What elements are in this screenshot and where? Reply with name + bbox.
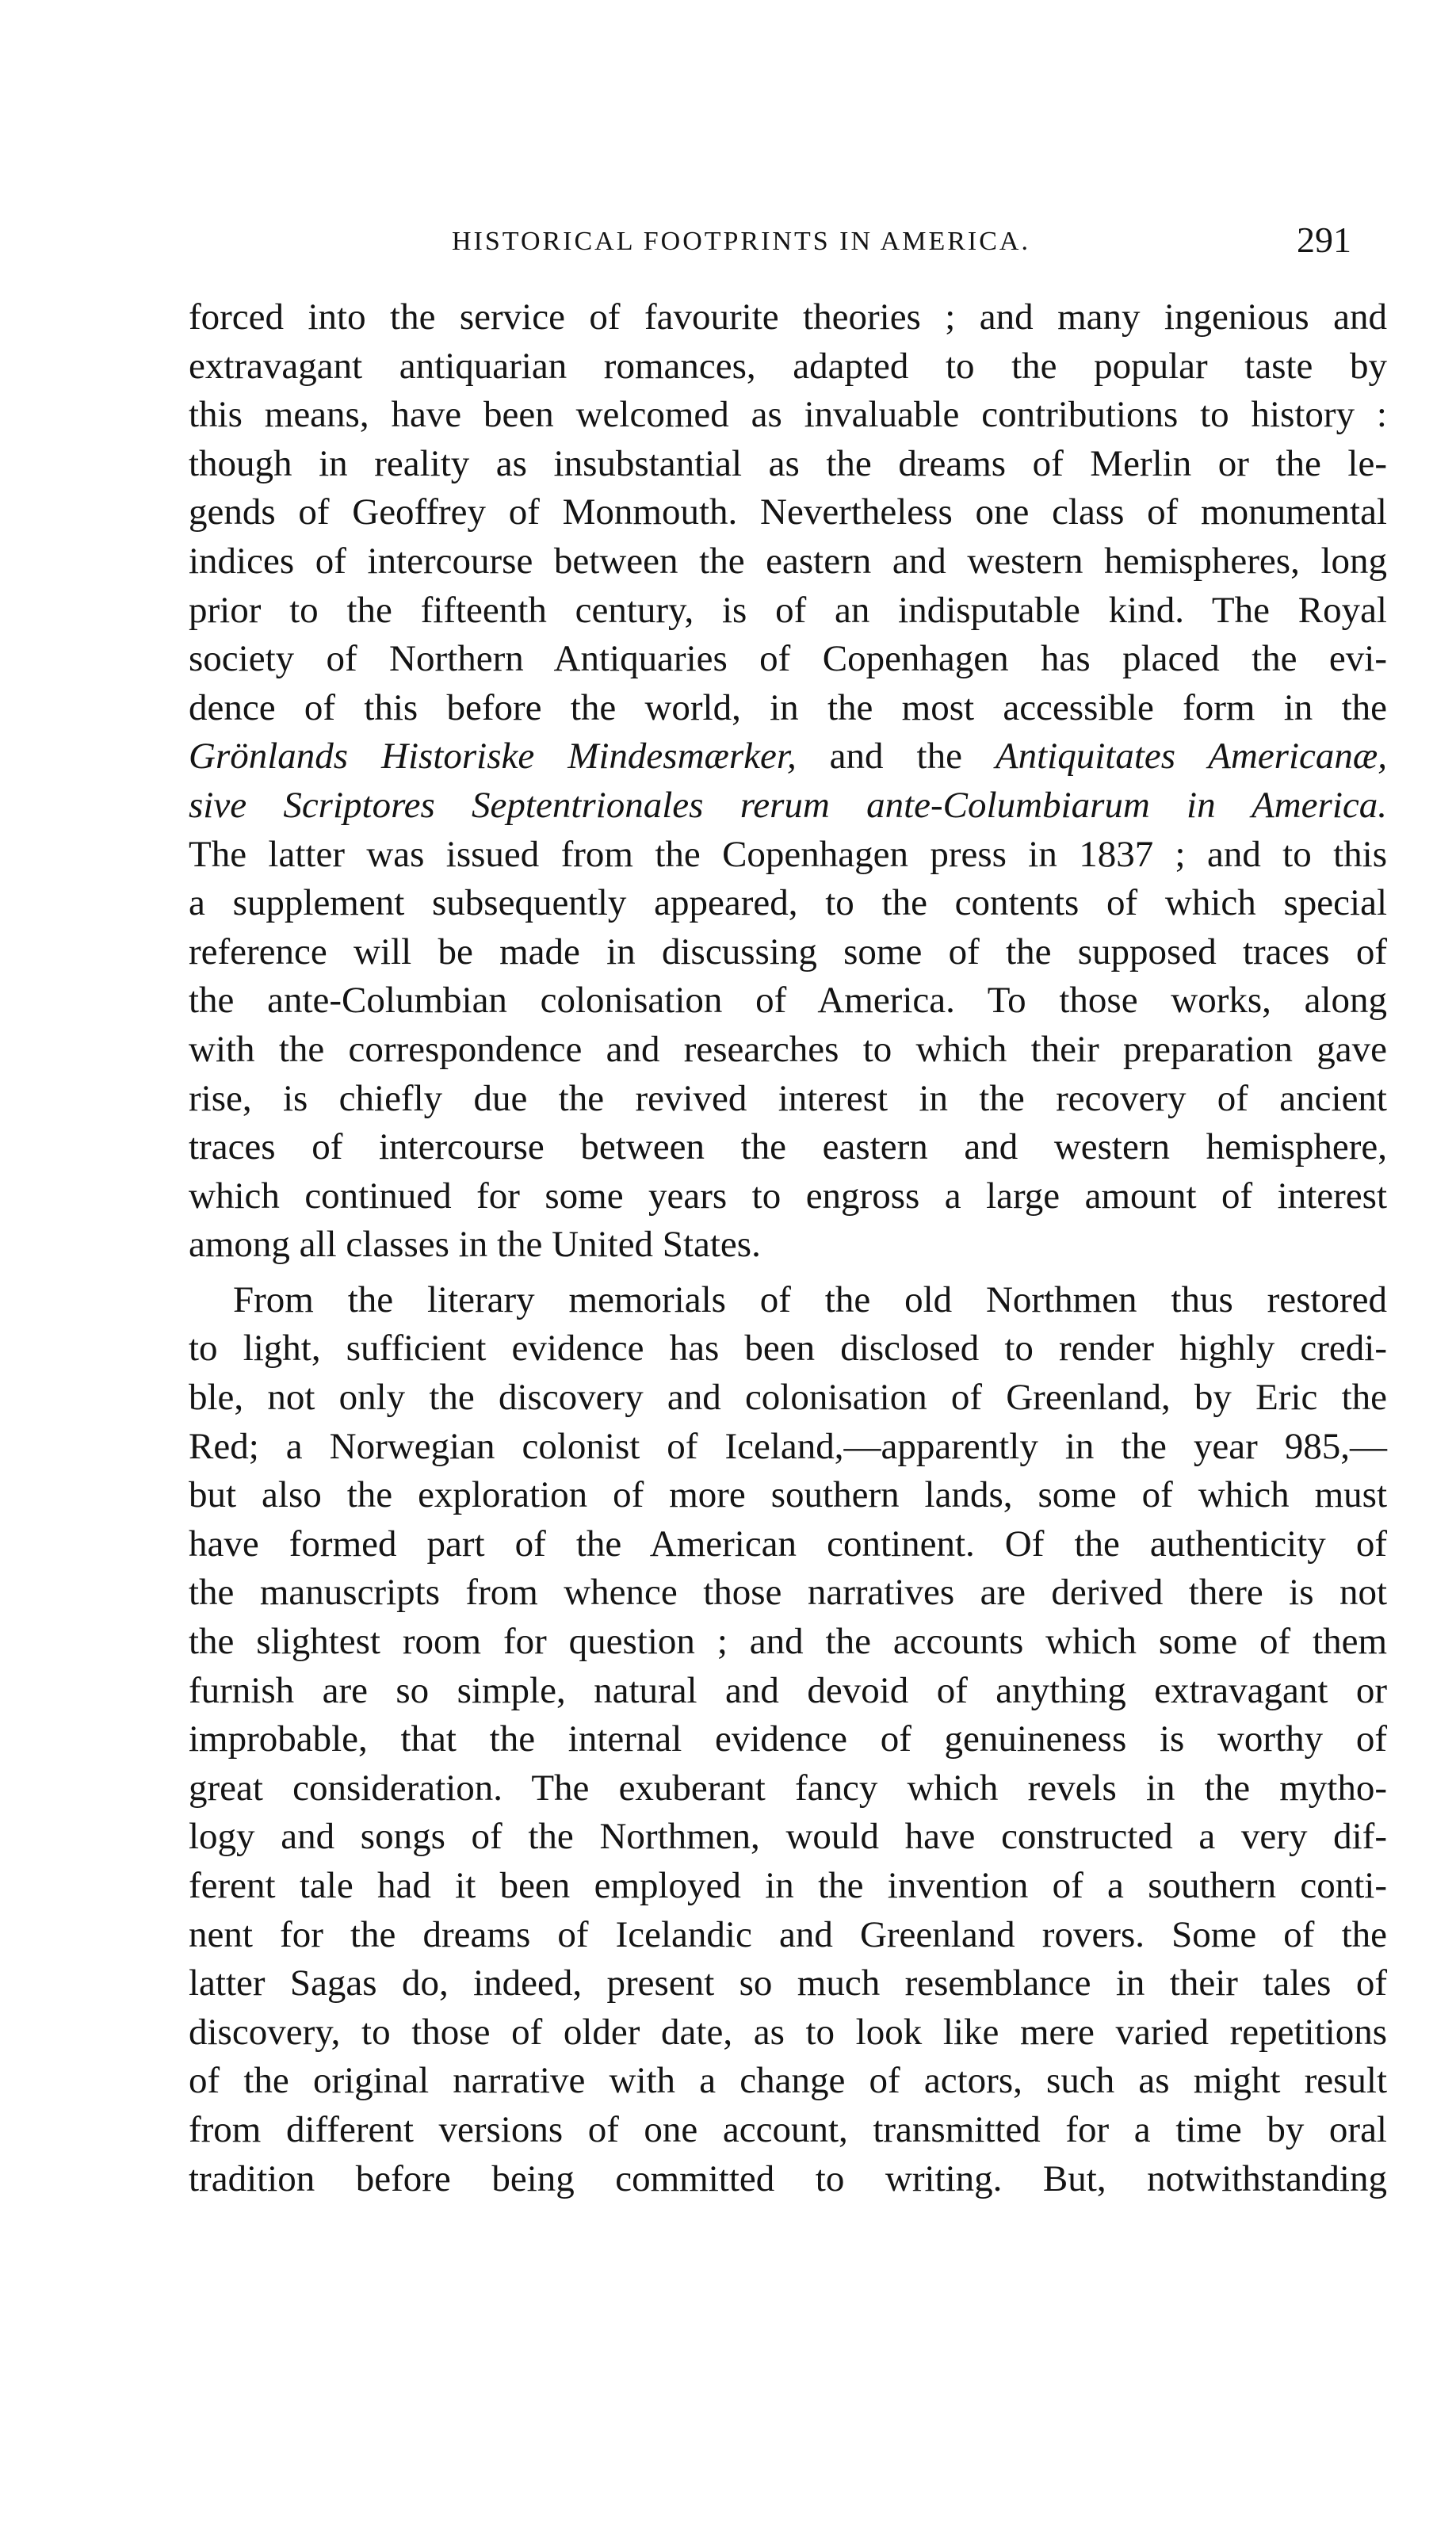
text-line: furnish are so simple, natural and devoid of anything extravagant or <box>189 1669 1387 1711</box>
text-line: tradition before being committed to writing. But, notwithstanding <box>189 2157 1387 2199</box>
text-line: from different versions of one account, transmitted for a time by oral <box>189 2108 1387 2150</box>
text-line: among all classes in the United States. <box>189 1224 761 1266</box>
text-line: forced into the service of favourite theories ; and many ingenious and <box>189 296 1387 338</box>
text-line: great consideration. The exuberant fancy which revels in the mytho- <box>189 1767 1387 1809</box>
paragraph-gap <box>189 1270 1387 1276</box>
text-line-italic-titles <box>189 732 1387 781</box>
paragraph-1 <box>189 293 1387 1270</box>
text-line: rise, is chiefly due the revived interest in the recovery of ancient <box>189 1077 1387 1119</box>
text-line: but also the exploration of more southern lands, some of which must <box>189 1474 1387 1516</box>
text-line: From the literary memorials of the old Northmen thus restored <box>233 1278 1387 1320</box>
text-line: to light, sufficient evidence has been disclosed to render highly credi- <box>189 1328 1387 1370</box>
text-line: a supplement subsequently appeared, to the contents of which special <box>189 882 1387 924</box>
text-line: latter Sagas do, indeed, present so much resemblance in their tales of <box>189 1962 1387 2004</box>
text-line: of the original narrative with a change of actors, such as might result <box>189 2060 1387 2102</box>
running-title: HISTORICAL FOOTPRINTS IN AMERICA. <box>452 227 1030 256</box>
text-line: ble, not only the discovery and colonisation of Greenland, by Eric the <box>189 1377 1387 1419</box>
text-line: traces of intercourse between the eastern and western hemisphere, <box>189 1126 1387 1168</box>
text-line: dence of this before the world, in the most accessible form in the <box>189 686 1387 728</box>
page-number: 291 <box>1297 220 1351 260</box>
text-line: Red; a Norwegian colonist of Iceland,—apparently in the year 985,— <box>189 1425 1387 1467</box>
text-line: discovery, to those of older date, as to look like mere varied repetitions <box>189 2011 1387 2053</box>
italic-title: sive Scriptores Septentrionales rerum ante-Columbiarum in America. <box>189 784 1387 826</box>
body-text <box>189 293 1387 2203</box>
text-line: gends of Geoffrey of Monmouth. Nevertheless one class of monumental <box>189 491 1387 533</box>
text-line: which continued for some years to engross a large amount of interest <box>189 1175 1387 1217</box>
text-line: extravagant antiquarian romances, adapted to the popular taste by <box>189 345 1387 387</box>
text-line: indices of intercourse between the eastern and western hemispheres, long <box>189 540 1387 582</box>
text-line: with the correspondence and researches to which their preparation gave <box>189 1028 1387 1070</box>
text-line: prior to the fifteenth century, is of an indisputable kind. The Royal <box>189 589 1387 631</box>
text-line: the slightest room for question ; and the accounts which some of them <box>189 1621 1387 1663</box>
text-fragment: and the <box>796 736 996 778</box>
text-line: reference will be made in discussing some of the supposed traces of <box>189 931 1387 973</box>
text-line: have formed part of the American continent. Of the authenticity of <box>189 1523 1387 1565</box>
text-line: society of Northern Antiquaries of Copenhagen has placed the evi- <box>189 638 1387 680</box>
italic-title: Grönlands Historiske Mindesmærker, <box>189 736 797 778</box>
italic-title: Antiquitates Americanæ, <box>995 736 1387 778</box>
paragraph-2 <box>189 1276 1387 2203</box>
text-line: nent for the dreams of Icelandic and Greenland rovers. Some of the <box>189 1913 1387 1955</box>
text-line: logy and songs of the Northmen, would have constructed a very dif- <box>189 1816 1387 1858</box>
text-line: though in reality as insubstantial as the dreams of Merlin or the le- <box>189 442 1387 484</box>
text-line-italic-title <box>189 781 1387 831</box>
text-line: improbable, that the internal evidence of genuineness is worthy of <box>189 1718 1387 1760</box>
text-line: The latter was issued from the Copenhagen press in 1837 ; and to this <box>189 833 1387 875</box>
text-line: the manuscripts from whence those narratives are derived there is not <box>189 1572 1387 1614</box>
text-line: the ante-Columbian colonisation of America. To those works, along <box>189 980 1387 1022</box>
text-line: this means, have been welcomed as invaluable contributions to history : <box>189 394 1387 436</box>
text-line: ferent tale had it been employed in the invention of a southern conti- <box>189 1865 1387 1906</box>
